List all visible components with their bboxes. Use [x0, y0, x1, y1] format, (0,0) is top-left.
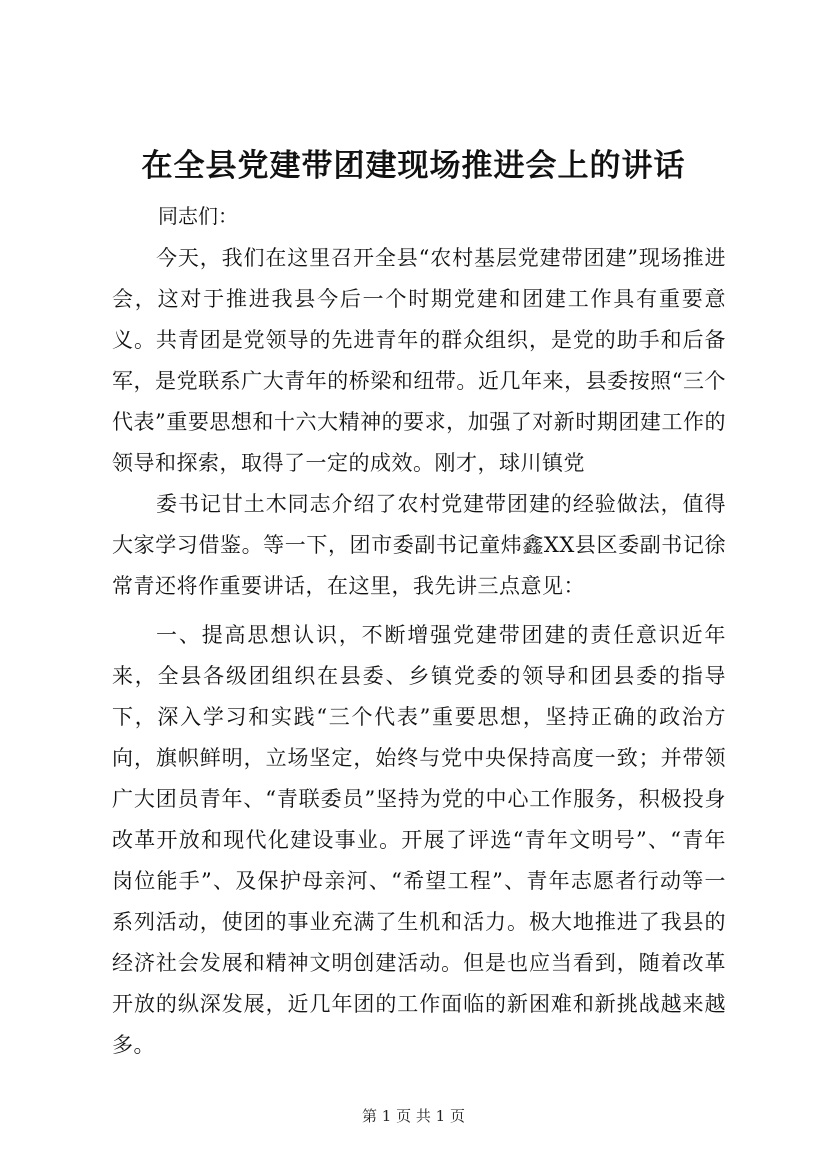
document-title: 在全县党建带团建现场推进会上的讲话	[141, 148, 686, 184]
paragraph-point-one: 一、提高思想认识，不断增强党建带团建的责任意识近年来，全县各级团组织在县委、乡镇党委的领导和团县委的指导下，深入学习和实践“三个代表”重要思想，坚持正确的政治方向，旗帜鲜明，立场坚定，始终与党中央保持高度一致；并带领广大团员青年、“青联委员”坚持为党的中心工作服务，积极投身改革开放和现代化建设事业。开展了评选“青年文明号”、“青年岗位能手”、及保护母亲河、“希望工程”、青年志愿者行动等一系列活动，使团的事业充满了生机和活力。极大地推进了我县的经济社会发展和精神文明创建活动。但是也应当看到，随着改革开放的纵深发展，近几年团的工作面临的新困难和新挑战越来越多。	[112, 623, 726, 1057]
paragraph-continuation: 委书记甘土木同志介绍了农村党建带团建的经验做法，值得大家学习借鉴。等一下，团市委副书记童炜鑫XX县区委副书记徐常青还将作重要讲话，在这里，我先讲三点意见：	[112, 492, 726, 598]
page-footer: 第 1 页 共 1 页	[362, 1107, 465, 1125]
salutation: 同志们：	[158, 204, 238, 228]
paragraph-opening: 今天，我们在这里召开全县“农村基层党建带团建”现场推进会，这对于推进我县今后一个时期党建和团建工作具有重要意义。共青团是党领导的先进青年的群众组织，是党的助手和后备军，是党联系广大青年的桥梁和纽带。近几年来，县委按照“三个代表”重要思想和十六大精神的要求，加强了对新时期团建工作的领导和探索，取得了一定的成效。刚才，球川镇党	[112, 246, 726, 475]
